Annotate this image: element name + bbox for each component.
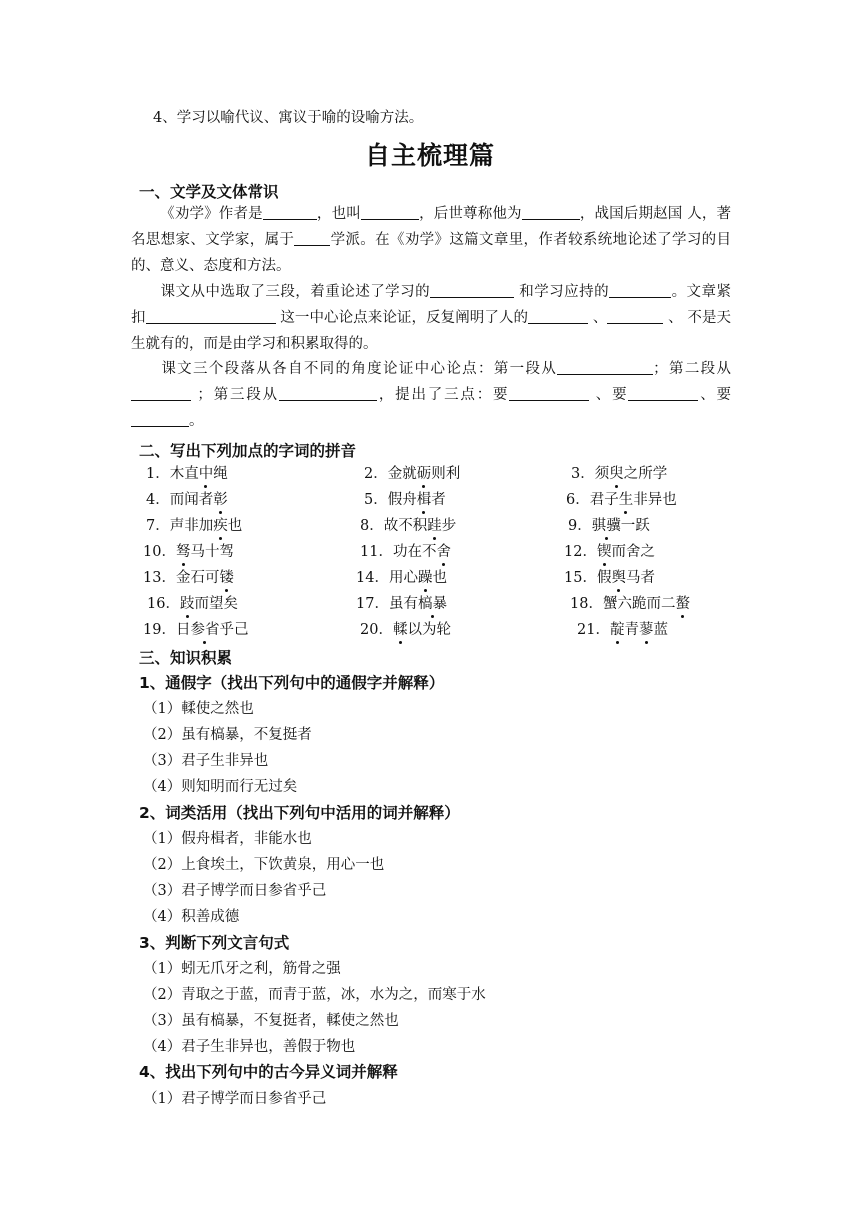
dotted-char: 跬 — [427, 514, 442, 535]
list-item: （3）君子生非异也 — [143, 753, 269, 769]
pinyin-item: 6．君子生非异也 — [566, 488, 677, 509]
section1-paragraph-2 — [131, 279, 731, 357]
sub2-heading: 2、词类活用（找出下列句中活用的词并解释） — [139, 804, 460, 822]
dotted-char: 砺 — [417, 462, 432, 483]
dotted-char: 骐骥 — [592, 514, 621, 535]
list-item: （1）蚓无爪牙之利，筋骨之强 — [143, 961, 341, 977]
pinyin-item: 1．木直中绳 — [146, 462, 228, 483]
blank-author[interactable] — [263, 204, 317, 220]
blank-para3-angle[interactable] — [279, 385, 377, 401]
p3-text-5: 、要 — [589, 387, 629, 403]
blank-quality-1[interactable] — [528, 308, 588, 324]
p3-text-3: ；第三段从 — [191, 387, 279, 403]
pinyin-item: 11．功在不舍 — [360, 540, 451, 561]
dotted-char: 螯 — [675, 592, 690, 613]
section1-paragraph-1 — [131, 201, 731, 279]
section1-heading: 一、文学及文体常识 — [139, 183, 279, 201]
blank-alias[interactable] — [361, 204, 419, 220]
sub3-heading: 3、判断下列文言句式 — [139, 934, 290, 952]
dotted-char: 疾 — [213, 514, 228, 535]
p3-text-6: 、要 — [698, 387, 732, 403]
pinyin-item: 21．靛青蓼蓝 — [577, 618, 668, 639]
page-title: 自主梳理篇 — [364, 141, 495, 170]
blank-point-2[interactable] — [628, 385, 698, 401]
p2-text-6: 、 不是天生就有的，而是由学习和积累取得的。 — [131, 310, 732, 352]
section1-paragraph-3 — [131, 356, 731, 434]
sub4-heading: 4、找出下列句中的古今异义词并解释 — [139, 1063, 398, 1081]
p2-text-3: 。文章紧扣 — [131, 284, 732, 326]
pinyin-item: 3．须臾之所学 — [571, 462, 667, 483]
dotted-char: 参省 — [190, 618, 219, 639]
blank-point-1[interactable] — [509, 385, 589, 401]
dotted-char: 躁 — [418, 566, 433, 587]
list-item: （3）君子博学而日参省乎己 — [143, 883, 327, 899]
blank-para1-angle[interactable] — [557, 359, 653, 375]
dotted-char: 跂 — [180, 592, 195, 613]
dotted-char: 镂 — [219, 566, 234, 587]
dotted-char: 靛 — [610, 618, 625, 639]
blank-school[interactable] — [294, 230, 330, 246]
list-item: （1）君子博学而日参省乎己 — [143, 1091, 327, 1107]
dotted-char: 锲 — [597, 540, 612, 561]
blank-study-attitude[interactable] — [609, 282, 671, 298]
dotted-char: 蓼 — [639, 618, 654, 639]
intro-line: 4、学习以喻代议、寓议于喻的设喻方法。 — [153, 110, 424, 126]
p3-text-7: 。 — [189, 413, 204, 429]
blank-honorific[interactable] — [522, 204, 580, 220]
pinyin-item: 4．而闻者彰 — [146, 488, 228, 509]
pinyin-item: 15．假舆马者 — [564, 566, 655, 587]
list-item: （2）上食埃土，下饮黄泉，用心一也 — [143, 857, 385, 873]
p1-text-4: ，战国后期赵国 人，著名思想家、文学家，属于 — [131, 206, 732, 248]
dotted-char: 臾 — [609, 462, 624, 483]
pinyin-item: 16．跂而望矣 — [147, 592, 238, 613]
pinyin-item: 14．用心躁也 — [356, 566, 447, 587]
list-item: （4）则知明而行无过矣 — [143, 779, 298, 795]
blank-point-3[interactable] — [131, 411, 189, 427]
dotted-char: 楫 — [417, 488, 432, 509]
pinyin-item: 10．驽马十驾 — [143, 540, 234, 561]
pinyin-item: 5．假舟楫者 — [364, 488, 446, 509]
p2-text-4: 这一中心论点来论证，反复阐明了人的 — [275, 310, 529, 326]
dotted-char: 輮 — [393, 618, 408, 639]
dotted-char: 舍 — [436, 540, 451, 561]
pinyin-item: 7．声非加疾也 — [146, 514, 242, 535]
sub1-heading: 1、通假字（找出下列句中的通假字并解释） — [139, 674, 445, 692]
dotted-char: 中 — [199, 462, 214, 483]
p2-text-2: 和学习应持的 — [514, 284, 610, 300]
pinyin-item: 13．金石可镂 — [143, 566, 234, 587]
blank-quality-2[interactable] — [607, 308, 663, 324]
pinyin-item: 2．金就砺则利 — [364, 462, 460, 483]
p3-text-4: ，提出了三点：要 — [377, 387, 510, 403]
p1-text-1: 《劝学》作者是 — [160, 206, 263, 222]
pinyin-item: 12．锲而舍之 — [564, 540, 655, 561]
p3-text-1: 课文三个段落从各自不同的角度论证中心论点：第一段从 — [160, 361, 558, 377]
list-item: （1）假舟楫者，非能水也 — [143, 831, 312, 847]
dotted-char: 彰 — [213, 488, 228, 509]
p2-text-5: 、 — [588, 310, 608, 326]
list-item: （1）輮使之然也 — [143, 701, 254, 717]
pinyin-item: 17．虽有槁暴 — [356, 592, 447, 613]
section3-heading: 三、知识积累 — [139, 649, 233, 667]
list-item: （4）积善成德 — [143, 909, 240, 925]
dotted-char: 驽 — [176, 540, 191, 561]
blank-para2-angle[interactable] — [131, 385, 191, 401]
pinyin-item: 9．骐骥一跃 — [568, 514, 650, 535]
pinyin-item: 19．日参省乎己 — [143, 618, 248, 639]
dotted-char: 槁暴 — [418, 592, 447, 613]
pinyin-item: 18．蟹六跪而二螯 — [570, 592, 690, 613]
section2-heading: 二、写出下列加点的字词的拼音 — [139, 442, 357, 460]
blank-central-argument[interactable] — [146, 308, 276, 324]
blank-study-significance[interactable] — [430, 282, 514, 298]
dotted-char: 生 — [619, 488, 634, 509]
p2-text-1: 课文从中选取了三段，着重论述了学习的 — [160, 284, 431, 300]
p1-text-5: 学派。在《劝学》这篇文章里，作者较系统地论述了学习的目的、意义、态度和方法。 — [131, 232, 732, 274]
list-item: （2）虽有槁暴，不复挺者 — [143, 727, 312, 743]
list-item: （2）青取之于蓝，而青于蓝，冰，水为之，而寒于水 — [143, 987, 486, 1003]
p3-text-2: ；第二段从 — [653, 361, 732, 377]
p1-text-3: ，后世尊称他为 — [418, 206, 522, 222]
pinyin-item: 8．故不积跬步 — [360, 514, 456, 535]
list-item: （3）虽有槁暴，不复挺者，輮使之然也 — [143, 1013, 399, 1029]
dotted-char: 舆 — [611, 566, 626, 587]
list-item: （4）君子生非异也，善假于物也 — [143, 1039, 356, 1055]
p1-text-2: ，也叫 — [316, 206, 361, 222]
pinyin-item: 20．輮以为轮 — [360, 618, 451, 639]
